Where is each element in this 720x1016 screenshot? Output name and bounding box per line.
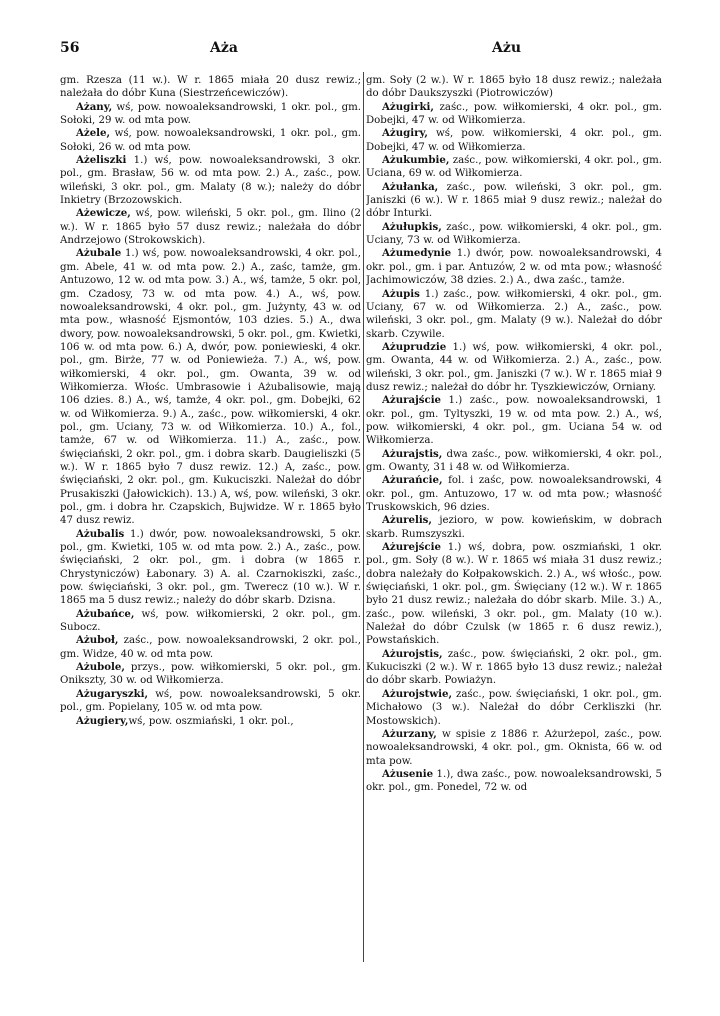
entry-text: wś, pow. nowoaleksandrowski, 5 okr. pol., gm. Popielany, 105 w. od mta pow.: [60, 688, 361, 714]
entry-text: jezioro, w pow. kowieńskim, w dobrach skarb. Rumszyszki.: [366, 515, 662, 540]
dictionary-entry: [60, 207, 361, 247]
entry-headword: Ażubalis: [76, 527, 125, 540]
entry-text: 1.) wś, pow. nowoaleksandrowski, 4 okr. pol., gm. Abele, 41 w. od mta pow. 2.) A., zaśc, tamże, gm. Antuzowo, 12 w. od mta pow. 3.) A., wś, tamże, 5 okr. pol, gm. Czadosy, 73 w. od mta pow. 4.) A., wś, pow. nowoaleksandrowski, 4 okr. pol., gm. Jużynty, 43 w. od mta pow., własność Ejsmontów, 103 dzies. 5.) A., dwa dwory, pow. nowoaleksandrowski, 5 okr. pol., gm. Kwietki, 106 w. od mta pow. 6.) A, dwór, pow. poniewieski, 4 okr. pol., gm. Birże, 77 w. od Poniewieża. 7.) A., wś, pow. wiłkomierski, 4 okr. pol., gm. Owanta, 39 w. od Wiłkomierza. Włośc. Umbrasowie i Ażubalisowie, mają 106 dzies. 8.) A., wś, tamże, 4 okr. pol., gm. Dobejki, 62 w. od Wiłkomierza. 9.) A., zaśc., pow. wiłkomierski, 4 okr. pol., gm. Uciany, 73 w. od Wiłkomierza. 10.) A., fol., tamże, 67 w. od Wiłkomierza. 11.) A., zaśc., pow. święciański, 2 okr. pol., gm. i dobra skarb. Daugieliszki (5 w.). W r. 1865 było 7 dusz rewiz. 12.) A, zaśc., pow. święciański, 2 okr. pol., gm. Kukuciszki. Należał do dóbr Prusakiszki (Jałowickich). 13.) A, wś, pow. wileński, 3 okr. pol., gm. i dobra hr. Czapskich, Bujwidze. W r. 1865 było 47 dusz rewiz.: [60, 248, 361, 527]
entry-headword: Ażukumbie,: [382, 154, 450, 167]
entry-headword: Ażugaryszki,: [76, 687, 149, 700]
dictionary-entry: [366, 514, 662, 541]
entry-text: zaśc., pow. wiłkomierski, 4 okr. pol., gm. Uciany, 73 w. od Wiłkomierza.: [366, 221, 662, 247]
entry-text: wś, pow. nowoaleksandrowski, 1 okr. pol., gm. Sołoki, 29 w. od mta pow.: [60, 101, 361, 127]
entry-text: zaśc., pow. wileński, 3 okr. pol., gm. Janiszki (6 w.). W r. 1865 miał 9 dusz rewiz.; należał do dóbr Inturki.: [366, 181, 662, 220]
entry-text: w spisie z 1886 r. Ażurżepol, zaśc., pow. nowoaleksandrowski, 4 okr. pol., gm. Oknista, 66 w. od mta pow.: [366, 728, 662, 767]
dictionary-entry: [60, 127, 361, 154]
entry-text: wś, pow. nowoaleksandrowski, 1 okr. pol., gm. Sołoki, 26 w. od mta pow.: [60, 128, 361, 153]
running-head-right: Ażu: [492, 40, 521, 56]
entry-text: 1.) zaśc., pow. nowoaleksandrowski, 1 okr. pol., gm. Tyltyszki, 19 w. od mta pow. 2.) A., wś, pow. wiłkomierski, 4 okr. pol., gm. Uciana 54 w. od Wiłkomierza.: [366, 395, 662, 447]
entry-text: fol. i zaśc, pow. nowoaleksandrowski, 4 okr. pol., gm. Antuzowo, 17 w. od mta pow.; własność Truskowskich, 96 dzies.: [366, 475, 662, 513]
entry-text: wś, pow. oszmiański, 1 okr. pol.,: [128, 715, 294, 727]
entry-headword: Ażubale: [76, 247, 122, 260]
dictionary-entry: [366, 541, 662, 648]
entry-text: 1.), dwa zaśc., pow. nowoaleksandrowski, 5 okr. pol., gm. Ponedel, 72 w. od: [366, 768, 662, 794]
entry-text: zaśc., pow. wiłkomierski, 4 okr. pol., gm. Dobejki, 47 w. od Wiłkomierza.: [366, 101, 662, 127]
entry-headword: Ażurzany,: [382, 727, 437, 740]
entry-headword: Ażumedynie: [382, 247, 452, 260]
entry-headword: Ażurelis,: [382, 514, 432, 527]
entry-headword: Ażewicze,: [76, 207, 131, 220]
page-number: 56: [60, 40, 80, 56]
entry-headword: Ażany,: [76, 100, 113, 113]
dictionary-entry: [366, 154, 662, 181]
dictionary-entry: [366, 247, 662, 287]
entry-headword: Ażeliszki: [76, 154, 127, 167]
entry-headword: Ażele,: [76, 127, 111, 140]
entry-headword: Ażurojstis,: [382, 647, 443, 660]
entry-text: wś, pow. wiłkomierski, 4 okr. pol., gm. Dobejki, 47 w. od Wiłkomierza.: [366, 128, 662, 153]
dictionary-entry: [60, 247, 361, 527]
entry-headword: Ażurajstis,: [382, 447, 443, 460]
entry-headword: Ażuprudzie: [382, 340, 447, 353]
entry-text: 1.) zaśc., pow. wiłkomierski, 4 okr. pol., gm. Uciany, 67 w. od Wiłkomierza. 2.) A., zaśc., pow. wileński, 3 okr. pol., gm. Malaty (9 w.). Należał do dóbr skarb. Czywile.: [366, 288, 662, 340]
entry-text: zaśc., pow. święciański, 1 okr. pol., gm. Michałowo (3 w.). Należał do dóbr Cerkliszki (hr. Mostowskich).: [366, 688, 662, 727]
dictionary-entry: [366, 648, 662, 688]
entry-text: 1.) wś, dobra, pow. oszmiański, 1 okr. pol., gm. Soły (8 w.). W r. 1865 wś miała 31 dusz rewiz.; dobra należały do Kołpakowskich. 2.) A., wś włośc., pow. święciański, 1 okr. pol., gm. Święciany (12 w.). W r. 1865 było 21 dusz rewiz.; należała do dóbr skarb. Mile. 3.) A., zaśc., pow. wileński, 3 okr. pol., gm. Malaty (10 w.). Należał do dóbr Czulsk (w 1865 r. 6 dusz rewiz.), Powstańskich.: [366, 542, 662, 647]
dictionary-entry: [60, 608, 361, 635]
dictionary-entry: [366, 688, 662, 728]
entry-text: przys., pow. wiłkomierski, 5 okr. pol., gm. Onikszty, 30 w. od Wiłkomierza.: [60, 662, 361, 687]
entry-text: 1.) dwór, pow. nowoaleksandrowski, 5 okr. pol., gm. Kwietki, 105 w. od mta pow. 2.) A., zaśc., pow. święciański, 2 okr. pol., gm. i dobra (w 1865 r. Chrystyniczów) Łabonary. 3) A. al. Czarnokiszki, zaśc., pow. święciański, 3 okr. pol., gm. Twerecz (10 w.). W r. 1865 ma 5 dusz rewiz.; należy do dóbr skarb. Dzisna.: [60, 528, 361, 607]
entry-text: gm. Soły (2 w.). W r. 1865 było 18 dusz rewiz.; należała do dóbr Daukszyszki (Piotrowiczów): [366, 75, 662, 100]
dictionary-entry: [60, 528, 361, 608]
dictionary-entry: [366, 341, 662, 394]
entry-text: 1.) wś, pow. wiłkomierski, 4 okr. pol., gm. Owanta, 44 w. od Wiłkomierza. 2.) A., zaśc., pow. wileński, 3 okr. pol., gm. Janiszki (7 w.). W r. 1865 miał 9 dusz rewiz.; należał do dóbr hr. Tyszkiewiczów, Orniany.: [366, 341, 662, 393]
entry-headword: Ażurańcie,: [382, 474, 443, 487]
entry-text: zaśc., pow. nowoaleksandrowski, 2 okr. pol., gm. Widze, 40 w. od mta pow.: [60, 635, 361, 660]
entry-text: wś, pow. wiłkomierski, 2 okr. pol., gm. Subocz.: [60, 608, 361, 634]
dictionary-entry: [366, 288, 662, 341]
dictionary-entry: [366, 768, 662, 795]
dictionary-entry: [366, 221, 662, 248]
dictionary-entry: [60, 715, 361, 728]
entry-headword: Ażugiry,: [382, 127, 428, 140]
entry-headword: Ażurajście: [382, 394, 442, 407]
dictionary-entry: [366, 127, 662, 154]
running-head-left: Aża: [210, 40, 238, 56]
entry-text: 1.) dwór, pow. nowoaleksandrowski, 4 okr. pol., gm. i par. Antuzów, 2 w. od mta pow.; własność Jachimowiczów, 38 dzies. 2.) A., dwa zaśc., tamże.: [366, 248, 662, 287]
entry-text: wś, pow. wileński, 5 okr. pol., gm. Ilino (2 w.). W r. 1865 było 57 dusz rewiz.; należała do dóbr Andrzejowo (Strokowskich).: [60, 208, 361, 247]
right-column: [366, 74, 662, 1014]
entry-headword: Ażurojstwie,: [382, 687, 453, 700]
dictionary-entry: [60, 634, 361, 661]
dictionary-entry: [366, 474, 662, 514]
entry-text: gm. Rzesza (11 w.). W r. 1865 miała 20 dusz rewiz.; należała do dóbr Kuna (Siestrzeńcewiczów).: [60, 75, 361, 100]
left-column: [60, 74, 361, 1014]
entry-headword: Ażurejście: [382, 541, 441, 554]
dictionary-entry: [366, 181, 662, 221]
entry-text: 1.) wś, pow. nowoaleksandrowski, 3 okr. pol., gm. Brasław, 56 w. od mta pow. 2.) A., zaśc., pow. wileński, 3 okr. pol., gm. Malaty (8 w.); należy do dóbr Inkietry (Brzozowskich.: [60, 155, 361, 207]
entry-headword: Ażuboł,: [76, 634, 119, 647]
column-divider: [363, 72, 364, 962]
entry-headword: Ażugirki,: [382, 100, 434, 113]
entry-text: zaśc., pow. wiłkomierski, 4 okr. pol., gm. Uciana, 69 w. od Wiłkomierza.: [366, 155, 662, 180]
dictionary-entry: [60, 101, 361, 128]
entry-headword: Ażupis: [382, 287, 420, 300]
dictionary-entry: [366, 101, 662, 128]
entry-headword: Ażubole,: [76, 661, 125, 674]
entry-headword: Ażusenie: [382, 767, 434, 780]
dictionary-entry: [366, 74, 662, 101]
dictionary-entry: [366, 728, 662, 768]
entry-text: dwa zaśc., pow. wiłkomierski, 4 okr. pol., gm. Owanty, 31 i 48 w. od Wiłkomierza.: [366, 448, 662, 473]
dictionary-entry: [60, 154, 361, 207]
dictionary-entry: [60, 74, 361, 101]
entry-text: zaśc., pow. święciański, 2 okr. pol., gm. Kukuciszki (2 w.). W r. 1865 było 13 dusz rewiz.; należał do dóbr skarb. Powiażyn.: [366, 648, 662, 687]
entry-headword: Ażułupkis,: [382, 220, 442, 233]
entry-headword: Ażugiery,: [76, 714, 129, 727]
dictionary-entry: [366, 394, 662, 447]
dictionary-entry: [60, 688, 361, 715]
entry-headword: Ażubańce,: [76, 607, 135, 620]
dictionary-entry: [60, 661, 361, 688]
dictionary-entry: [366, 448, 662, 475]
entry-headword: Ażułanka,: [382, 180, 439, 193]
